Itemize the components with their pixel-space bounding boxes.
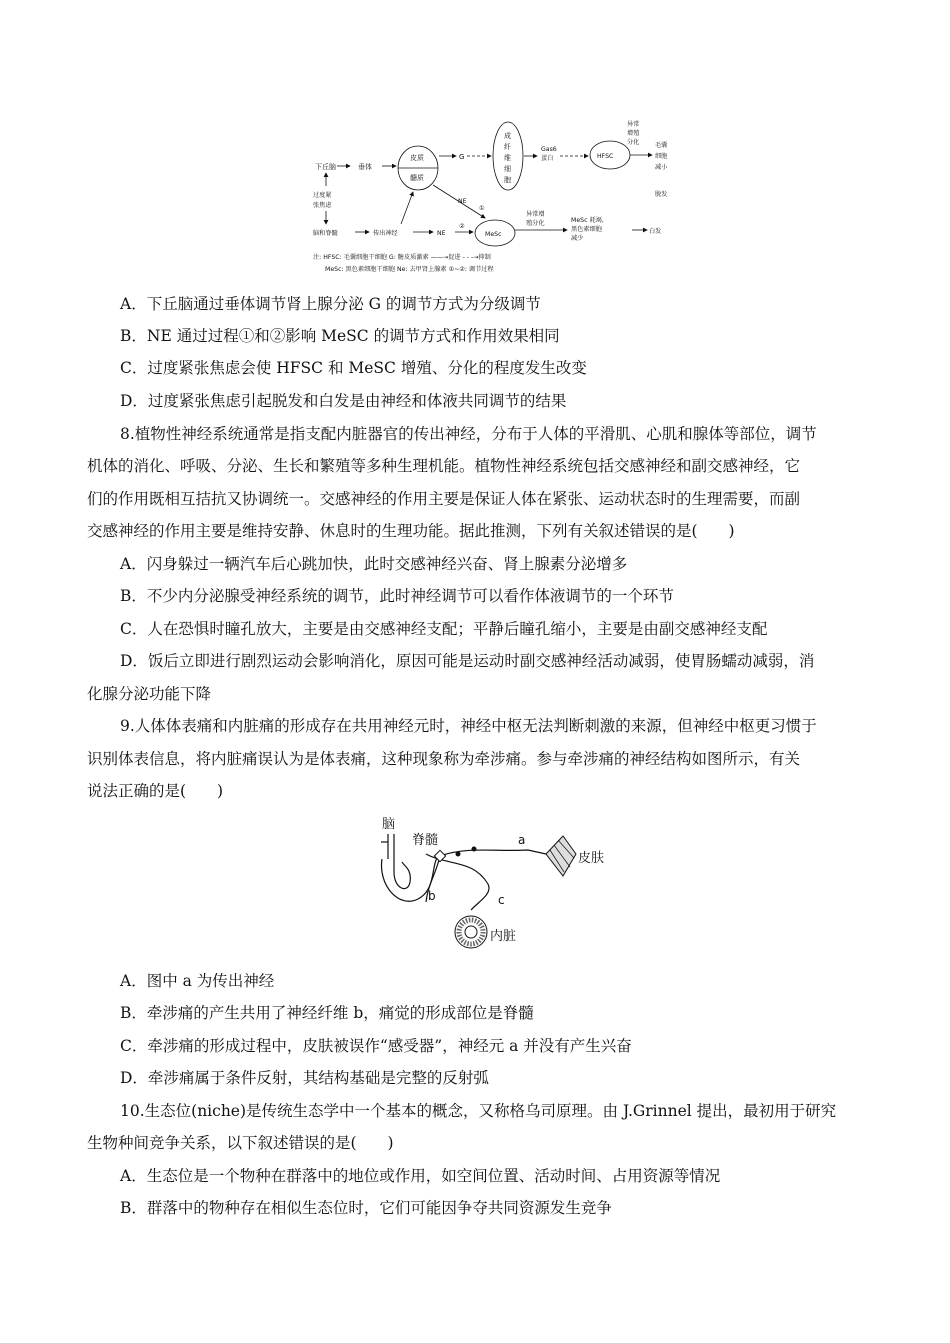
mesc-label: MeSc xyxy=(485,231,502,238)
white-hair-label: 白发 xyxy=(649,228,662,235)
follicle-line2: 细胞 xyxy=(655,153,668,160)
gas6-protein-label: 蛋白 xyxy=(541,155,554,162)
neuron-body-1 xyxy=(456,852,461,857)
q9-option-d: D．牵涉痛属于条件反射，其结构基础是完整的反射弧 xyxy=(120,1069,489,1087)
stress-line2: 张焦虑 xyxy=(313,202,332,209)
q8-option-d: D．饭后立即进行剧烈运动会影响消化，原因可能是运动时副交感神经活动减弱，使胃肠蠕动减弱，消 xyxy=(120,652,815,670)
q9-stem-line-2: 识别体表信息，将内脏痛误认为是体表痛，这种现象称为牵涉痛。参与牵涉痛的神经结构如图所示，有关 xyxy=(87,750,801,768)
q10-stem-line-1: 10.生态位(niche)是传统生态学中一个基本的概念，又称格乌司原理。由 J.Grinnel 提出，最初用于研究 xyxy=(120,1102,837,1120)
brain-label: 脑 xyxy=(382,817,396,832)
fibroblast-char-4: 细 xyxy=(504,165,511,173)
gas6-label: Gas6 xyxy=(541,146,557,153)
q7-option-a: A．下丘脑通过垂体调节肾上腺分泌 G 的调节方式为分级调节 xyxy=(120,295,541,313)
q7-option-c: C．过度紧张焦虑会使 HFSC 和 MeSC 增殖、分化的程度发生改变 xyxy=(120,359,587,377)
viscera-label: 内脏 xyxy=(490,929,517,944)
spinal-cord-label: 脊髓 xyxy=(412,833,439,848)
abnormal1-line3: 分化 xyxy=(627,139,640,146)
q10-stem-line-2: 生物种间竞争关系，以下叙述错误的是( ) xyxy=(87,1134,394,1152)
abnormal1-line1: 异常 xyxy=(627,121,640,128)
g-label: G xyxy=(459,153,465,161)
skin-shape xyxy=(546,836,576,876)
pituitary-label: 垂体 xyxy=(358,163,372,171)
fiber-a-label: a xyxy=(518,833,526,847)
q8-option-c: C．人在恐惧时瞳孔放大，主要是由交感神经支配；平静后瞳孔缩小，主要是由副交感神经支配 xyxy=(120,620,768,638)
efferent-label: 传出神经 xyxy=(373,230,398,237)
fibroblast-char-3: 维 xyxy=(504,154,511,162)
process-2-label: ② xyxy=(459,223,465,230)
ne-label-top: NE xyxy=(458,198,467,205)
q8-stem-line-4: 交感神经的作用主要是维持安静、休息时的生理功能。据此推测，下列有关叙述错误的是( ) xyxy=(87,522,735,540)
q7-option-d: D．过度紧张焦虑引起脱发和白发是由神经和体液共同调节的结果 xyxy=(120,392,567,410)
ne-label-bottom: NE xyxy=(437,230,446,237)
hair-loss-label: 脱发 xyxy=(655,191,668,198)
q9-stem-line-3: 说法正确的是( ) xyxy=(87,782,224,800)
q8-option-a: A．闪身躲过一辆汽车后心跳加快，此时交感神经兴奋、肾上腺素分泌增多 xyxy=(120,555,628,573)
abnormal2-line2: 殖分化 xyxy=(526,220,545,227)
fibroblast-char-2: 纤 xyxy=(504,143,511,151)
referred-pain-diagram xyxy=(378,814,618,954)
follicle-line3: 减小 xyxy=(655,164,668,171)
diagram-note-2: MeSc: 黑色素细胞干细胞 Ne: 去甲肾上腺素 ①~②: 调节过程 xyxy=(325,266,494,273)
fibroblast-char-1: 成 xyxy=(504,132,511,140)
q8-stem-line-2: 机体的消化、呼吸、分泌、生长和繁殖等多种生理机能。植物性神经系统包括交感神经和副交感神经，它 xyxy=(87,457,801,475)
stress-line1: 过度紧 xyxy=(313,192,332,199)
fiber-c-label: c xyxy=(498,893,505,907)
q8-stem-line-1: 8.植物性神经系统通常是指支配内脏器官的传出神经，分布于人体的平滑肌、心肌和腺体等部位，调节 xyxy=(120,425,817,443)
hfsc-label: HFSC xyxy=(597,153,614,160)
q8-stem-line-3: 们的作用既相互拮抗又协调统一。交感神经的作用主要是保证人体在紧张、运动状态时的生理需要，而副 xyxy=(87,490,801,508)
hypothalamus-label: 下丘脑 xyxy=(315,163,336,171)
process-1-label: ① xyxy=(479,205,485,212)
diagram-note-1: 注: HFSC: 毛囊细胞干细胞 G: 糖皮质激素 ——→促进 - - -→抑制 xyxy=(313,254,491,261)
adrenal-cortex-label: 皮质 xyxy=(410,154,424,162)
mesc-result-line1: MeSc 耗竭, xyxy=(571,217,604,224)
fiber-b-label: b xyxy=(428,889,436,903)
q9-stem-line-1: 9.人体体表痛和内脏痛的形成存在共用神经元时，神经中枢无法判断刺激的来源，但神经中枢更习惯于 xyxy=(120,717,817,735)
q8-option-b: B．不少内分泌腺受神经系统的调节，此时神经调节可以看作体液调节的一个环节 xyxy=(120,587,674,605)
follicle-line1: 毛囊 xyxy=(655,142,668,149)
q9-option-a: A．图中 a 为传出神经 xyxy=(120,972,275,990)
hair-regulation-diagram xyxy=(305,118,685,280)
q10-option-a: A．生态位是一个物种在群落中的地位或作用，如空间位置、活动时间、占用资源等情况 xyxy=(120,1167,721,1185)
adrenal-medulla-label: 髓质 xyxy=(410,174,424,182)
mesc-result-line2: 黑色素细胞 xyxy=(571,226,602,233)
abnormal1-line2: 增殖 xyxy=(627,130,640,137)
q9-option-b: B．牵涉痛的产生共用了神经纤维 b，痛觉的形成部位是脊髓 xyxy=(120,1004,534,1022)
q8-option-d-continued: 化腺分泌功能下降 xyxy=(87,685,212,703)
fibroblast-char-5: 胞 xyxy=(504,176,511,184)
brain-spine-label: 脑和脊髓 xyxy=(313,230,338,237)
viscera-inner xyxy=(465,926,477,938)
abnormal2-line1: 异常增 xyxy=(526,211,545,218)
skin-label: 皮肤 xyxy=(578,851,605,866)
q9-option-c: C．牵涉痛的形成过程中，皮肤被误作“感受器”，神经元 a 并没有产生兴奋 xyxy=(120,1037,632,1055)
mesc-result-line3: 减少 xyxy=(571,235,584,242)
q10-option-b: B．群落中的物种存在相似生态位时，它们可能因争夺共同资源发生竞争 xyxy=(120,1199,612,1217)
neuron-body-2 xyxy=(472,847,477,852)
q7-option-b: B．NE 通过过程①和②影响 MeSC 的调节方式和作用效果相同 xyxy=(120,327,560,345)
